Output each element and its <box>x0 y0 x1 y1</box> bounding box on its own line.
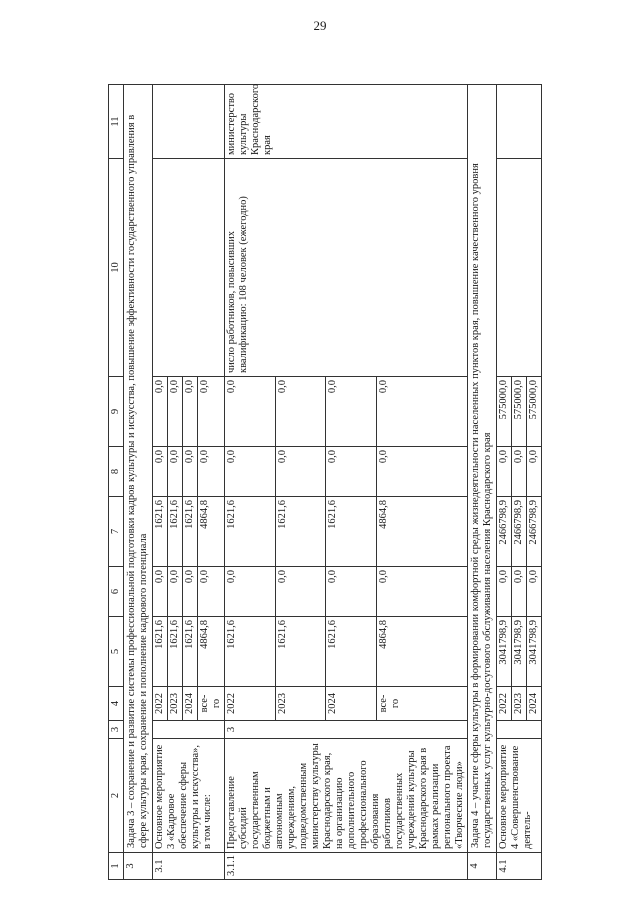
task-4-row <box>468 85 497 880</box>
value-cell: 1621,6 <box>326 617 377 687</box>
value-cell: 1621,6 <box>153 617 168 687</box>
value-cell: 0,0 <box>198 567 225 617</box>
table-row <box>153 85 168 880</box>
value-cell: 0,0 <box>198 377 225 447</box>
col-header-3: 3 <box>109 721 124 739</box>
year-cell: 2023 <box>512 687 527 721</box>
value-cell: 0,0 <box>275 447 326 497</box>
header-row <box>109 85 124 880</box>
value-cell: 4864,8 <box>376 497 467 567</box>
value-cell: 1621,6 <box>183 497 198 567</box>
value-cell: 1621,6 <box>225 497 276 567</box>
value-cell: 0,0 <box>153 447 168 497</box>
value-cell: 0,0 <box>225 447 276 497</box>
year-cell: 2023 <box>275 687 326 721</box>
value-cell: 0,0 <box>168 567 183 617</box>
value-cell: 0,0 <box>275 377 326 447</box>
col-header-6: 6 <box>109 567 124 617</box>
value-cell: 0,0 <box>153 567 168 617</box>
value-cell: 0,0 <box>326 447 377 497</box>
value-cell: 1621,6 <box>153 497 168 567</box>
row-4-1-result <box>497 159 542 377</box>
value-cell: 0,0 <box>153 377 168 447</box>
task-3-text: Задача 3 – сохранение и развитие системы профессиональной подготовки кадров культуры и искусства, повышение эффективности государственного управления в сфере культуры края, сохранение и пополнение кадрового потенциала <box>124 85 153 853</box>
value-cell: 1621,6 <box>275 617 326 687</box>
value-cell: 0,0 <box>183 377 198 447</box>
year-cell: 2022 <box>153 687 168 721</box>
row-4-1-name: Основное мероприятие 4 «Совершенствование деятель- <box>497 739 542 853</box>
value-cell: 1621,6 <box>168 617 183 687</box>
value-cell: 1621,6 <box>275 497 326 567</box>
value-cell: 0,0 <box>497 567 512 617</box>
value-cell: 3041798,9 <box>512 617 527 687</box>
value-cell: 1621,6 <box>168 497 183 567</box>
year-cell: 2022 <box>497 687 512 721</box>
value-cell: 575000,0 <box>497 377 512 447</box>
col-header-11: 11 <box>109 85 124 159</box>
year-cell: все-го <box>376 687 467 721</box>
year-cell: 2024 <box>527 687 542 721</box>
page-number: 29 <box>313 18 327 33</box>
col-header-5: 5 <box>109 617 124 687</box>
col-header-2: 2 <box>109 739 124 853</box>
row-3-1-executor <box>153 85 225 159</box>
value-cell: 0,0 <box>512 447 527 497</box>
value-cell: 0,0 <box>376 447 467 497</box>
col-header-8: 8 <box>109 447 124 497</box>
value-cell: 2466798,9 <box>527 497 542 567</box>
task-3-row <box>124 85 153 880</box>
value-cell: 0,0 <box>183 447 198 497</box>
value-cell: 575000,0 <box>527 377 542 447</box>
year-cell: 2022 <box>225 687 276 721</box>
value-cell: 0,0 <box>512 567 527 617</box>
rotated-table-container <box>108 83 539 880</box>
row-3-1-1-result: число работников, повысивших квалификацию: 108 человек (ежегодно) <box>225 159 468 377</box>
row-3-1-name: Основное мероприятие 3 «Кадровое обеспечение сферы культуры и искусства», в том числе: <box>153 739 225 853</box>
value-cell: 0,0 <box>168 447 183 497</box>
row-4-1-executor <box>497 85 542 159</box>
col-header-10: 10 <box>109 159 124 377</box>
row-3-1-1-number: 3.1.1 <box>225 853 468 880</box>
year-cell: все-го <box>198 687 225 721</box>
value-cell: 0,0 <box>225 567 276 617</box>
value-cell: 2466798,9 <box>497 497 512 567</box>
value-cell: 0,0 <box>183 567 198 617</box>
row-3-1-col3 <box>153 721 225 739</box>
row-3-1-1-executor: министерство культуры Краснодарского края <box>225 85 468 159</box>
value-cell: 0,0 <box>527 447 542 497</box>
value-cell: 4864,8 <box>376 617 467 687</box>
row-4-1-number: 4.1 <box>497 853 542 880</box>
col-header-9: 9 <box>109 377 124 447</box>
value-cell: 1621,6 <box>326 497 377 567</box>
row-3-1-result <box>153 159 225 377</box>
row-3-1-1-name: Предоставление субсидий государственным бюджетным и автономным учреждениям, подведомственным министерству культуры Краснодарского края, на организацию дополнительного профессионального образования работников государственных учреждений культуры Краснодарского края в рамках реализации регионального проекта «Творческие люди» <box>225 739 468 853</box>
year-cell: 2024 <box>183 687 198 721</box>
year-cell: 2024 <box>326 687 377 721</box>
value-cell: 0,0 <box>225 377 276 447</box>
col-header-7: 7 <box>109 497 124 567</box>
value-cell: 2466798,9 <box>512 497 527 567</box>
table-row <box>497 85 512 880</box>
col-header-4: 4 <box>109 687 124 721</box>
value-cell: 3041798,9 <box>527 617 542 687</box>
row-4-1-col3 <box>497 721 542 739</box>
value-cell: 0,0 <box>168 377 183 447</box>
year-cell: 2023 <box>168 687 183 721</box>
value-cell: 0,0 <box>275 567 326 617</box>
program-table <box>108 84 542 880</box>
value-cell: 575000,0 <box>512 377 527 447</box>
value-cell: 4864,8 <box>198 617 225 687</box>
value-cell: 1621,6 <box>225 617 276 687</box>
task-4-number: 4 <box>468 853 497 880</box>
value-cell: 0,0 <box>527 567 542 617</box>
value-cell: 0,0 <box>198 447 225 497</box>
task-3-number: 3 <box>124 853 153 880</box>
value-cell: 3041798,9 <box>497 617 512 687</box>
value-cell: 1621,6 <box>183 617 198 687</box>
value-cell: 0,0 <box>326 567 377 617</box>
task-4-text: Задача 4 – участие сферы культуры в формировании комфортной среды жизнедеятельности населенных пунктов края, повышение качественного уровня государственных услуг культурно-досугового обслуживания населения Краснодарского края <box>468 85 497 853</box>
table-row <box>225 85 276 880</box>
value-cell: 4864,8 <box>198 497 225 567</box>
value-cell: 0,0 <box>326 377 377 447</box>
row-3-1-1-col3: 3 <box>225 721 468 739</box>
col-header-1: 1 <box>109 853 124 880</box>
value-cell: 0,0 <box>376 377 467 447</box>
row-3-1-number: 3.1 <box>153 853 225 880</box>
value-cell: 0,0 <box>497 447 512 497</box>
value-cell: 0,0 <box>376 567 467 617</box>
